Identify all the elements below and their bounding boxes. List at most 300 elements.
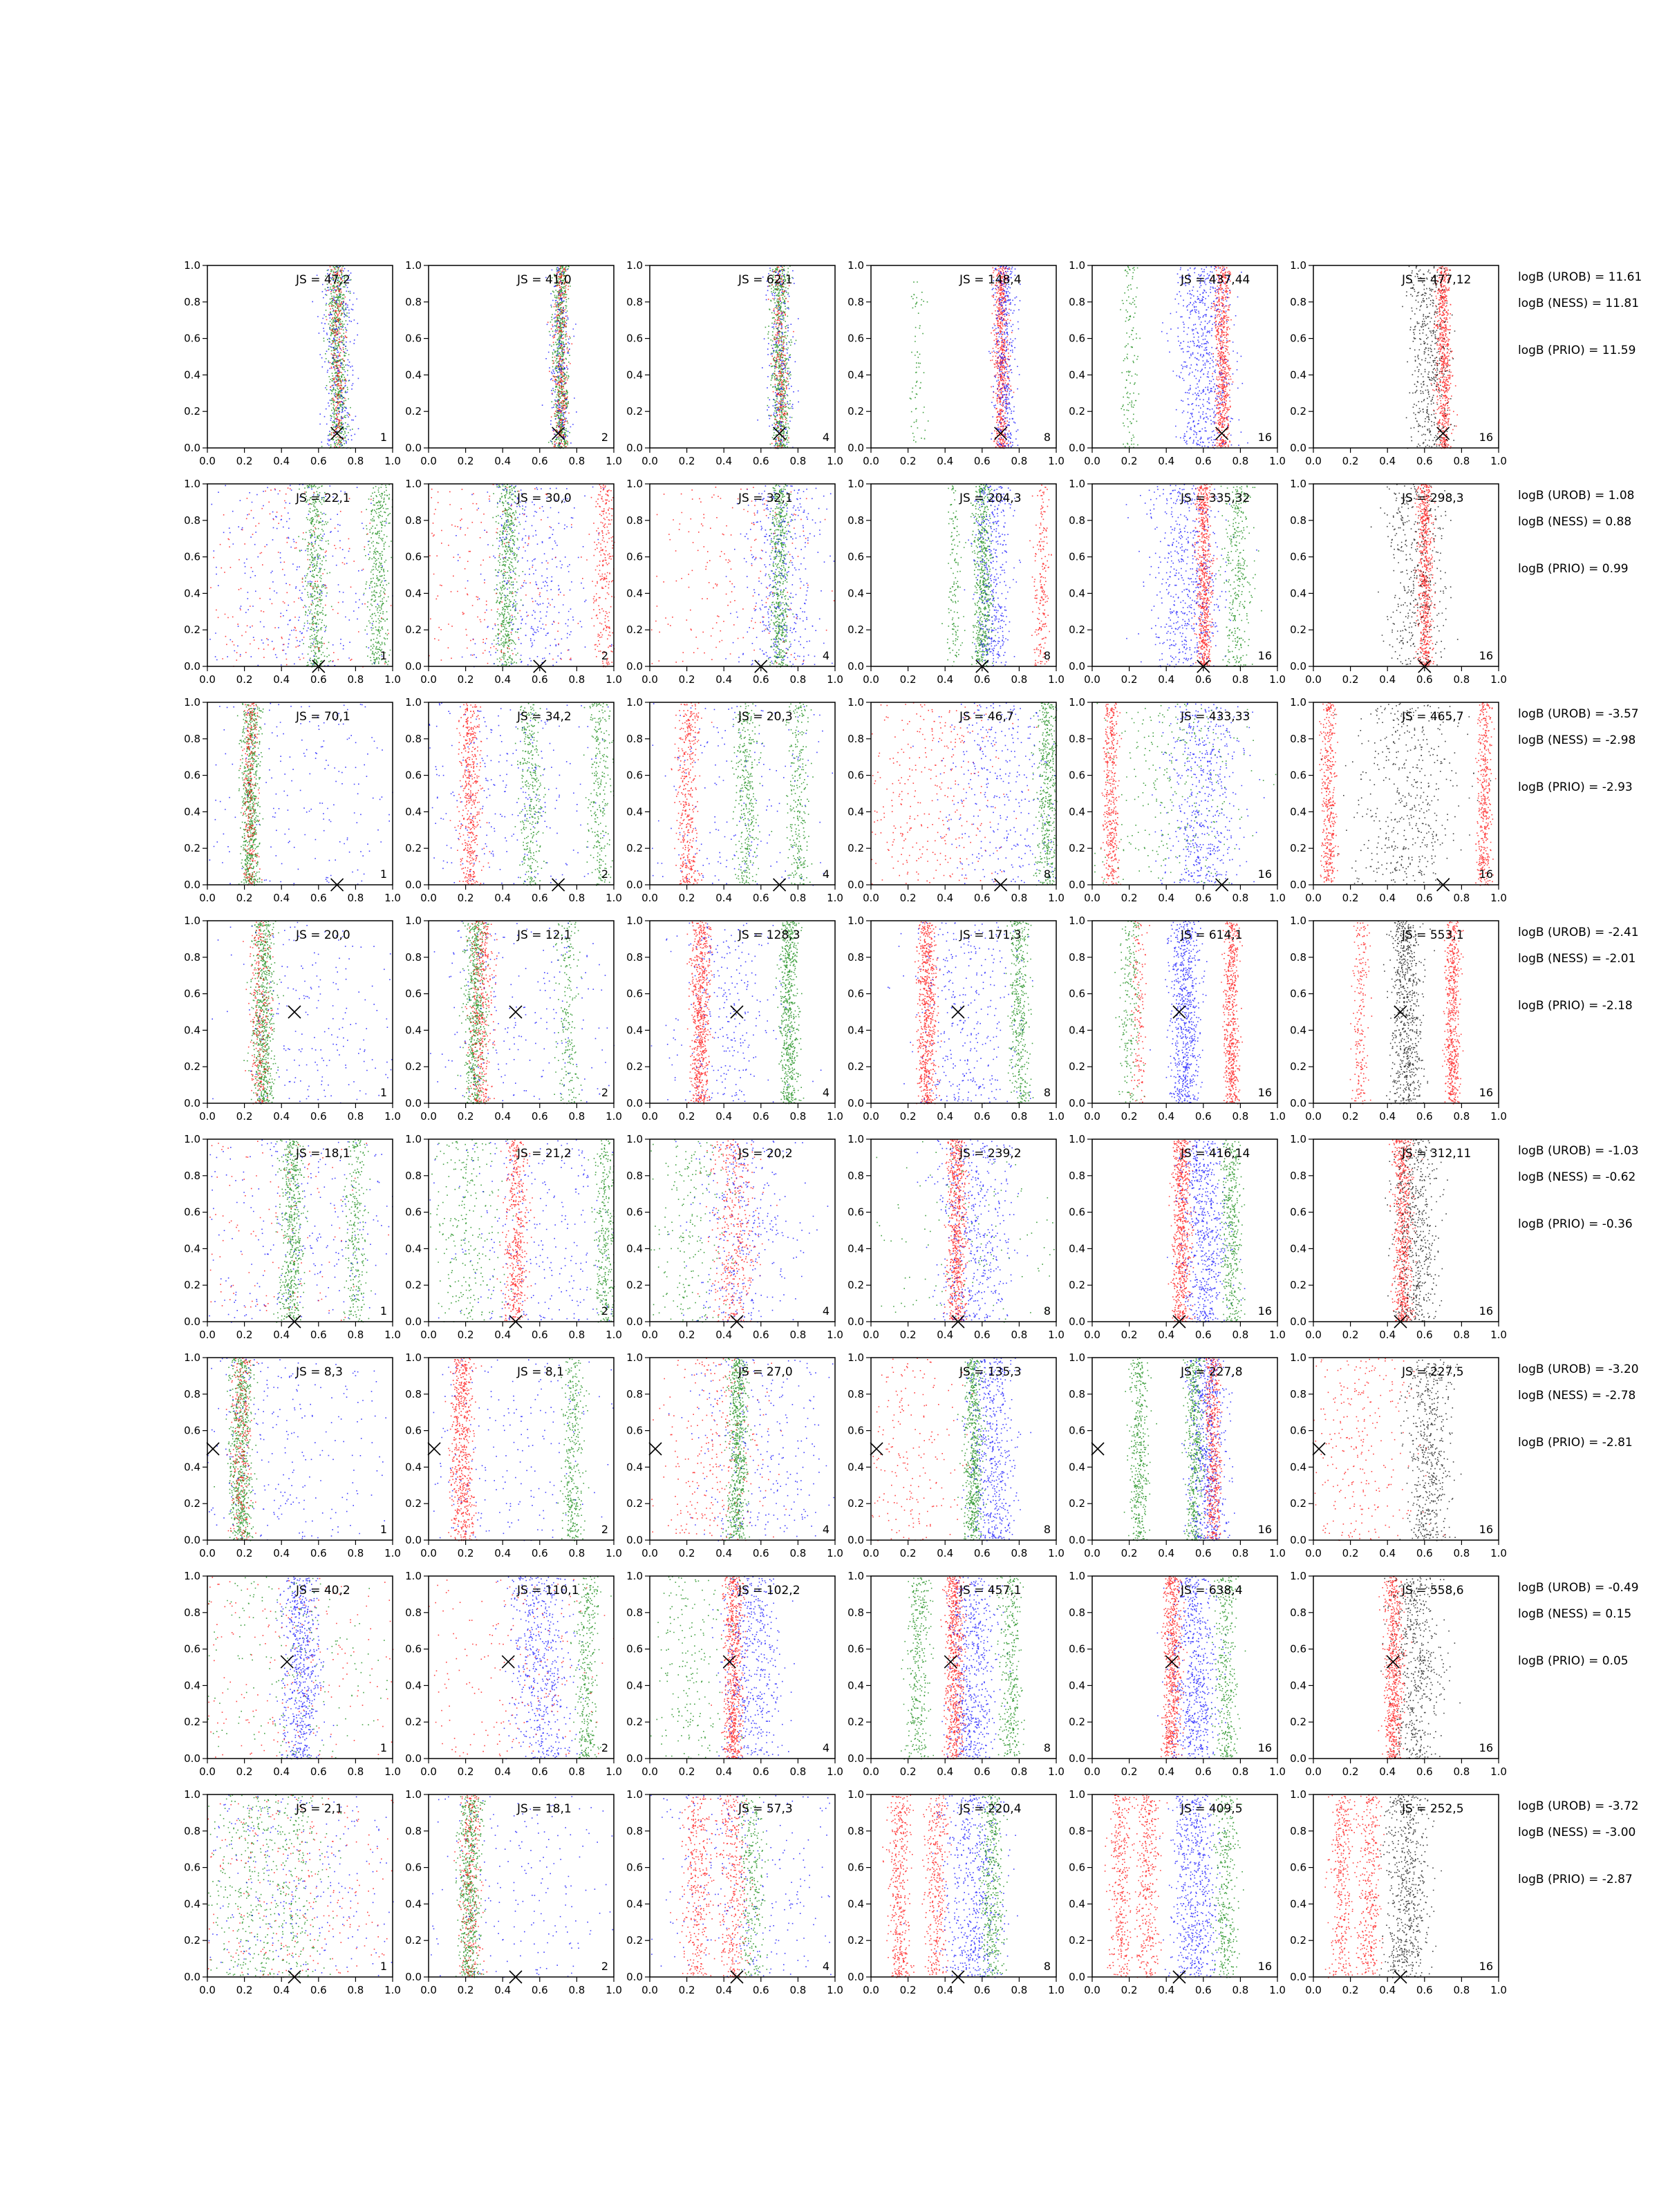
scatter-points (652, 702, 833, 885)
y-tick-label: 0.0 (1069, 1971, 1085, 1983)
x-tick-label: 1.0 (1048, 673, 1065, 686)
x-tick-label: 0.6 (973, 1547, 991, 1559)
x-tick-label: 0.4 (1158, 1110, 1175, 1123)
x-tick-label: 0.2 (236, 673, 253, 686)
y-tick-label: 0.8 (847, 1606, 864, 1619)
logb-annotation: logB (UROB) = 11.61 (1518, 270, 1642, 284)
x-tick-label: 0.0 (1084, 1547, 1100, 1559)
js-label: JS = 18,1 (517, 1802, 572, 1816)
x-tick-label: 0.4 (494, 1547, 512, 1559)
y-tick-label: 1.0 (847, 1351, 864, 1364)
x-tick-label: 0.4 (273, 455, 290, 467)
count-label: 4 (822, 1960, 830, 1973)
y-tick-label: 0.0 (184, 1971, 200, 1983)
x-tick-label: 0.0 (641, 1329, 658, 1341)
y-tick-label: 0.2 (1290, 1279, 1306, 1292)
count-label: 16 (1479, 649, 1493, 662)
logb-annotation: logB (UROB) = -3.57 (1518, 707, 1639, 721)
x-tick-label: 0.0 (420, 1329, 437, 1341)
scatter-panel (847, 1133, 1065, 1341)
x-tick-label: 0.6 (1416, 1984, 1433, 1996)
x-tick-label: 0.4 (1379, 1329, 1396, 1341)
logb-annotation: logB (NESS) = -3.00 (1518, 1826, 1636, 1839)
x-tick-label: 0.8 (789, 455, 807, 467)
panel-frame (207, 265, 393, 448)
x-tick-label: 0.4 (1379, 1547, 1396, 1559)
x-tick-label: 0.4 (937, 1329, 954, 1341)
point-band (583, 703, 615, 886)
point-band (456, 484, 612, 667)
y-tick-label: 0.4 (405, 1024, 422, 1037)
logb-annotation: logB (PRIO) = -2.87 (1518, 1873, 1633, 1886)
y-tick-label: 0.8 (1290, 950, 1306, 964)
y-tick-label: 0.0 (1069, 1097, 1085, 1109)
y-tick-label: 0.6 (184, 1642, 200, 1656)
x-tick-label: 0.2 (678, 892, 695, 904)
js-label: JS = 34,2 (517, 710, 572, 724)
point-band (1399, 1360, 1461, 1541)
x-tick-label: 0.4 (937, 673, 954, 686)
x-marker (952, 1006, 964, 1018)
x-tick-label: 0.2 (457, 892, 474, 904)
x-tick-label: 0.4 (1158, 673, 1175, 686)
x-tick-label: 0.6 (1416, 1110, 1433, 1123)
count-label: 16 (1257, 1304, 1272, 1318)
y-tick-label: 0.2 (1290, 405, 1306, 418)
js-label: JS = 8,3 (296, 1365, 343, 1379)
x-tick-label: 0.4 (273, 1984, 290, 1996)
point-band (1414, 484, 1436, 667)
x-tick-label: 0.2 (1342, 1765, 1359, 1778)
x-marker (428, 1443, 440, 1455)
count-label: 8 (1043, 649, 1051, 662)
panel-frame (650, 484, 835, 666)
point-band (208, 1794, 394, 1976)
x-tick-label: 0.8 (1453, 1329, 1470, 1341)
point-band (912, 921, 942, 1104)
point-band (1120, 266, 1141, 449)
count-label: 8 (1043, 1086, 1051, 1099)
x-tick-label: 0.0 (863, 455, 879, 467)
y-tick-label: 1.0 (1290, 915, 1306, 927)
x-tick-label: 0.8 (568, 892, 585, 904)
x-marker (288, 1006, 301, 1018)
js-label: JS = 27,0 (738, 1365, 793, 1379)
x-tick-label: 0.0 (641, 1110, 658, 1123)
panel-frame (429, 1794, 614, 1977)
point-band (212, 922, 392, 1104)
x-tick-label: 0.8 (1232, 1110, 1249, 1123)
x-tick-label: 0.8 (1011, 1329, 1028, 1341)
scatter-panel (184, 696, 401, 904)
y-tick-label: 0.2 (847, 624, 864, 637)
y-tick-label: 0.8 (847, 295, 864, 308)
x-tick-label: 0.0 (641, 1765, 658, 1778)
y-tick-label: 0.0 (626, 442, 643, 454)
y-tick-label: 0.0 (626, 879, 643, 891)
y-tick-label: 1.0 (1069, 1351, 1085, 1364)
point-band (1100, 703, 1122, 886)
x-tick-label: 1.0 (827, 1329, 843, 1341)
y-tick-label: 0.4 (405, 1897, 422, 1911)
y-tick-label: 0.0 (1290, 442, 1306, 454)
panel-frame (871, 921, 1056, 1103)
panel-frame (650, 1794, 835, 1977)
panel-frame (1313, 1576, 1499, 1759)
x-tick-label: 0.2 (1342, 455, 1359, 467)
y-tick-label: 0.6 (1290, 550, 1306, 563)
point-band (209, 1794, 394, 1976)
point-band (1031, 702, 1058, 885)
point-band (1321, 703, 1491, 885)
count-label: 2 (601, 868, 608, 881)
x-tick-label: 0.0 (1305, 1329, 1322, 1341)
y-tick-label: 0.0 (847, 1752, 864, 1765)
count-label: 1 (379, 431, 387, 444)
y-tick-label: 0.4 (847, 1461, 864, 1474)
js-label: JS = 41,0 (517, 273, 572, 287)
panel-frame (1092, 1794, 1277, 1977)
point-band (697, 1139, 778, 1322)
point-band (910, 281, 929, 442)
x-tick-label: 1.0 (1490, 1110, 1507, 1123)
point-band (326, 266, 350, 448)
y-tick-label: 0.6 (405, 1206, 422, 1219)
y-tick-label: 0.6 (847, 1424, 864, 1437)
point-band (1208, 1576, 1246, 1760)
x-tick-label: 0.4 (494, 673, 512, 686)
x-tick-label: 0.8 (347, 1547, 364, 1559)
y-tick-label: 0.2 (1290, 842, 1306, 855)
y-tick-label: 0.8 (184, 295, 200, 308)
js-label: JS = 437,44 (1181, 273, 1250, 287)
panel-frame (650, 921, 835, 1103)
js-label: JS = 416,14 (1181, 1147, 1250, 1161)
js-label: JS = 227,5 (1402, 1365, 1464, 1379)
x-tick-label: 0.2 (1121, 1110, 1138, 1123)
count-label: 16 (1479, 431, 1493, 444)
x-tick-label: 0.2 (899, 673, 917, 686)
x-tick-label: 0.4 (715, 1984, 733, 1996)
y-tick-label: 0.2 (1069, 1497, 1085, 1510)
count-label: 16 (1479, 1523, 1493, 1536)
scatter-panel (847, 1570, 1065, 1778)
point-band (209, 703, 393, 885)
y-tick-label: 0.2 (184, 842, 200, 855)
js-label: JS = 20,0 (296, 928, 350, 942)
y-tick-label: 1.0 (626, 478, 643, 490)
panel-frame (207, 702, 393, 885)
point-band (1350, 922, 1373, 1104)
y-tick-label: 0.2 (626, 1497, 643, 1510)
y-tick-label: 0.2 (184, 405, 200, 418)
y-tick-label: 0.8 (1069, 1606, 1085, 1619)
scatter-panel (626, 1351, 843, 1559)
count-label: 2 (601, 431, 608, 444)
scatter-points (1167, 1140, 1246, 1323)
scatter-panel (405, 478, 622, 686)
logb-annotation: logB (PRIO) = 0.05 (1518, 1654, 1629, 1668)
point-band (433, 1359, 614, 1541)
point-band (1215, 485, 1262, 667)
x-tick-label: 1.0 (384, 1547, 401, 1559)
x-tick-label: 0.0 (641, 1984, 658, 1996)
x-tick-label: 0.2 (1342, 892, 1359, 904)
scatter-points (1350, 921, 1464, 1104)
x-tick-label: 0.2 (1121, 673, 1138, 686)
y-tick-label: 0.0 (1290, 1534, 1306, 1546)
x-tick-label: 0.4 (937, 1547, 954, 1559)
count-label: 1 (379, 868, 387, 881)
x-tick-label: 0.8 (347, 1765, 364, 1778)
scatter-points (901, 1576, 1025, 1759)
js-label: JS = 148,4 (959, 273, 1022, 287)
y-tick-label: 0.8 (1290, 514, 1306, 527)
js-label: JS = 638,4 (1181, 1584, 1243, 1597)
scatter-panel (1290, 1133, 1507, 1341)
x-tick-label: 0.2 (457, 1329, 474, 1341)
y-tick-label: 1.0 (1290, 1133, 1306, 1145)
x-tick-label: 0.4 (1379, 892, 1396, 904)
y-tick-label: 1.0 (1290, 478, 1306, 490)
y-tick-label: 0.6 (626, 987, 643, 1000)
scatter-panel (1290, 478, 1507, 686)
x-tick-label: 1.0 (1269, 455, 1286, 467)
panel-frame (1092, 921, 1277, 1103)
x-tick-label: 0.4 (273, 1765, 290, 1778)
point-band (243, 921, 274, 1104)
x-tick-label: 0.6 (752, 1110, 769, 1123)
y-tick-label: 0.2 (184, 1497, 200, 1510)
point-band (429, 1579, 615, 1756)
y-tick-label: 0.2 (1069, 1716, 1085, 1729)
scatter-points (429, 702, 614, 885)
x-tick-label: 0.4 (937, 892, 954, 904)
y-tick-label: 0.0 (847, 442, 864, 454)
y-tick-label: 0.8 (1069, 295, 1085, 308)
y-tick-label: 0.4 (184, 1024, 200, 1037)
y-tick-label: 0.2 (1069, 1060, 1085, 1074)
x-tick-label: 0.2 (1121, 1984, 1138, 1996)
y-tick-label: 0.8 (1069, 1169, 1085, 1182)
x-tick-label: 0.6 (1194, 673, 1212, 686)
point-band (995, 1576, 1024, 1756)
y-tick-label: 0.8 (626, 1387, 643, 1400)
y-tick-label: 0.8 (626, 1824, 643, 1837)
scatter-panel (847, 696, 1065, 904)
point-band (1157, 1576, 1231, 1759)
point-band (1161, 1576, 1188, 1760)
scatter-points (430, 1139, 615, 1323)
x-tick-label: 0.2 (1342, 673, 1359, 686)
point-band (711, 1576, 748, 1759)
scatter-panel (1069, 1570, 1286, 1778)
x-tick-label: 0.0 (420, 1110, 437, 1123)
point-band (901, 1577, 934, 1760)
x-tick-label: 0.8 (789, 1547, 807, 1559)
x-tick-label: 0.0 (420, 892, 437, 904)
logb-annotation: logB (UROB) = -3.72 (1518, 1799, 1639, 1813)
x-tick-label: 0.8 (1011, 673, 1028, 686)
y-tick-label: 0.2 (405, 842, 422, 855)
y-tick-label: 0.4 (1069, 368, 1085, 382)
scatter-panel (184, 1570, 401, 1778)
point-band (1371, 484, 1459, 666)
y-tick-label: 1.0 (1290, 696, 1306, 709)
x-tick-label: 0.2 (1342, 1984, 1359, 1996)
y-tick-label: 0.8 (847, 732, 864, 745)
x-tick-label: 1.0 (606, 892, 622, 904)
count-label: 4 (822, 1741, 830, 1754)
count-label: 1 (379, 1086, 387, 1099)
point-band (670, 1797, 723, 1978)
x-tick-label: 0.6 (310, 1329, 327, 1341)
scatter-panel (405, 696, 622, 904)
y-tick-label: 0.4 (626, 1679, 643, 1692)
js-label: JS = 171,3 (959, 928, 1022, 942)
js-label: JS = 18,1 (296, 1147, 350, 1161)
js-label: JS = 128,3 (738, 928, 800, 942)
scatter-points (430, 921, 615, 1104)
count-label: 8 (1043, 1523, 1051, 1536)
js-label: JS = 239,2 (959, 1147, 1022, 1161)
x-tick-label: 0.8 (789, 1329, 807, 1341)
y-tick-label: 0.6 (626, 550, 643, 563)
x-tick-label: 0.4 (494, 1765, 512, 1778)
x-tick-label: 1.0 (1490, 1547, 1507, 1559)
y-tick-label: 0.2 (184, 624, 200, 637)
scatter-panel (184, 259, 401, 467)
x-tick-label: 0.0 (1084, 892, 1100, 904)
scatter-points (1385, 1139, 1447, 1322)
scatter-panel (847, 1788, 1065, 1996)
y-tick-label: 0.8 (1290, 295, 1306, 308)
count-label: 4 (822, 1523, 830, 1536)
panel-frame (429, 1139, 614, 1322)
x-tick-label: 0.2 (678, 1547, 695, 1559)
x-tick-label: 0.4 (1379, 673, 1396, 686)
y-tick-label: 1.0 (1069, 478, 1085, 490)
scatter-panel (847, 915, 1065, 1123)
point-band (1210, 1795, 1244, 1978)
count-label: 2 (601, 1304, 608, 1318)
x-tick-label: 0.0 (863, 892, 879, 904)
y-tick-label: 0.0 (847, 1097, 864, 1109)
y-tick-label: 0.2 (405, 405, 422, 418)
x-tick-label: 0.0 (420, 1984, 437, 1996)
x-marker (502, 1656, 514, 1668)
x-tick-label: 0.0 (863, 1110, 879, 1123)
panel-frame (1313, 1358, 1499, 1540)
y-tick-label: 0.2 (184, 1279, 200, 1292)
y-tick-label: 0.8 (847, 950, 864, 964)
x-tick-label: 0.2 (678, 1984, 695, 1996)
x-tick-label: 0.4 (1158, 1765, 1175, 1778)
scatter-panel (847, 1351, 1065, 1559)
y-tick-label: 1.0 (626, 1788, 643, 1801)
y-tick-label: 0.6 (405, 769, 422, 782)
y-tick-label: 0.8 (184, 732, 200, 745)
x-tick-label: 0.0 (1305, 1547, 1322, 1559)
y-tick-label: 0.2 (184, 1934, 200, 1947)
point-band (588, 1139, 615, 1322)
x-tick-label: 0.8 (1011, 1110, 1028, 1123)
x-tick-label: 0.8 (568, 455, 585, 467)
x-tick-label: 0.2 (1121, 1765, 1138, 1778)
point-band (554, 921, 581, 1104)
y-tick-label: 0.4 (847, 587, 864, 600)
js-label: JS = 135,3 (959, 1365, 1022, 1379)
y-tick-label: 0.4 (1290, 1679, 1306, 1692)
x-tick-label: 0.8 (789, 1984, 807, 1996)
x-tick-label: 0.0 (1305, 1765, 1322, 1778)
panel-frame (871, 1794, 1056, 1977)
scatter-points (871, 702, 1057, 885)
scatter-panel (405, 259, 622, 467)
scatter-panel (1069, 1351, 1286, 1559)
x-tick-label: 1.0 (1490, 1765, 1507, 1778)
y-tick-label: 1.0 (1069, 259, 1085, 272)
js-label: JS = 8,1 (517, 1365, 564, 1379)
x-tick-label: 0.4 (1158, 455, 1175, 467)
x-tick-label: 0.6 (973, 1984, 991, 1996)
x-tick-label: 0.4 (494, 455, 512, 467)
logb-annotation: logB (NESS) = 0.15 (1518, 1607, 1632, 1621)
x-tick-label: 0.8 (347, 892, 364, 904)
panel-frame (207, 1794, 393, 1977)
x-tick-label: 1.0 (384, 673, 401, 686)
x-tick-label: 1.0 (1048, 1984, 1065, 1996)
x-tick-label: 0.6 (1194, 1984, 1212, 1996)
y-tick-label: 0.4 (847, 1679, 864, 1692)
point-band (1192, 484, 1217, 668)
x-tick-label: 0.2 (457, 1984, 474, 1996)
x-tick-label: 0.0 (1084, 455, 1100, 467)
scatter-points (910, 265, 1021, 449)
count-label: 4 (822, 1304, 830, 1318)
x-tick-label: 0.2 (678, 673, 695, 686)
scatter-points (209, 703, 393, 886)
x-marker (1173, 1006, 1185, 1018)
y-tick-label: 0.2 (626, 1279, 643, 1292)
y-tick-label: 1.0 (847, 915, 864, 927)
count-label: 4 (822, 1086, 830, 1099)
y-tick-label: 0.8 (1290, 1606, 1306, 1619)
y-tick-label: 0.4 (1290, 587, 1306, 600)
y-tick-label: 0.4 (405, 587, 422, 600)
x-tick-label: 1.0 (384, 1765, 401, 1778)
point-band (1385, 1139, 1447, 1322)
x-tick-label: 0.4 (273, 1110, 290, 1123)
x-tick-label: 0.2 (899, 1110, 917, 1123)
y-tick-label: 0.2 (405, 624, 422, 637)
scatter-panel (184, 478, 401, 686)
count-label: 1 (379, 649, 387, 662)
y-tick-label: 1.0 (626, 696, 643, 709)
count-label: 2 (601, 1960, 608, 1973)
y-tick-label: 0.8 (405, 514, 422, 527)
panel-frame (429, 1358, 614, 1540)
y-tick-label: 0.6 (626, 332, 643, 345)
point-band (917, 1139, 1028, 1321)
count-label: 16 (1257, 1960, 1272, 1973)
x-tick-label: 0.8 (1453, 1984, 1470, 1996)
point-band (903, 1794, 1018, 1978)
y-tick-label: 0.2 (847, 1497, 864, 1510)
y-tick-label: 0.0 (1290, 879, 1306, 891)
y-tick-label: 0.2 (405, 1279, 422, 1292)
x-tick-label: 0.0 (641, 455, 658, 467)
